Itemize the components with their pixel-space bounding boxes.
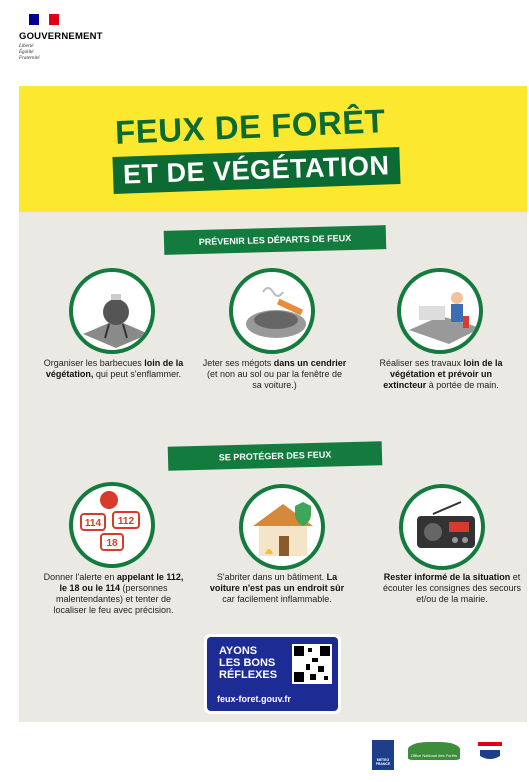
qr-panel: [207, 637, 338, 711]
meteo-france-logo: METEO FRANCE: [372, 740, 394, 770]
worker-icon: [397, 268, 483, 354]
flag-icon: [29, 14, 59, 25]
prevent-text-2: Jeter ses mégots dans un cendrier (et non au sol ou par la fenêtre de sa voiture.): [202, 358, 347, 390]
government-logo: [19, 14, 103, 62]
onf-logo: Office National des Forêts: [408, 742, 460, 760]
section-protect-header: SE PROTÉGER DES FEUX: [168, 441, 383, 471]
phone-alert-icon: [69, 482, 155, 568]
motto: Liberté Égalité Fraternité: [19, 44, 40, 61]
qr-url-link[interactable]: feux-foret.gouv.fr: [217, 694, 291, 704]
qr-code-icon: [292, 644, 332, 684]
government-title: GOUVERNEMENT: [19, 31, 103, 42]
svg-text:112: 112: [117, 516, 135, 527]
protect-text-1: Donner l'alerte en appelant le 112, le 18 ou le 114 (personnes malentendantes) et tenter de localiser le feu avec précision.: [43, 572, 184, 615]
prevent-text-1: Organiser les barbecues loin de la végétation, qui peut s'enflammer.: [43, 358, 184, 379]
poster: [19, 86, 527, 722]
sdis-logo: [476, 740, 504, 762]
ashtray-icon: [229, 268, 315, 354]
svg-text:18: 18: [106, 538, 118, 549]
barbecue-icon: [69, 268, 155, 354]
house-shelter-icon: [239, 484, 325, 570]
protect-text-3: Rester informé de la situation et écouter les consignes des secours et/ou de la mairie.: [382, 572, 522, 604]
qr-block[interactable]: [204, 634, 341, 714]
poster-title: FEUX DE FORÊT: [114, 102, 387, 151]
protect-text-2: S'abriter dans un bâtiment. La voiture n'est pas un endroit sûr car facilement inflammable.: [209, 572, 345, 604]
svg-text:114: 114: [84, 518, 102, 529]
qr-slogan: AYONS LES BONS RÉFLEXES: [219, 645, 278, 681]
radio-icon: [399, 484, 485, 570]
poster-subtitle: ET DE VÉGÉTATION: [112, 147, 400, 194]
section-prevent-header: PRÉVENIR LES DÉPARTS DE FEUX: [164, 225, 387, 255]
prevent-text-3: Réaliser ses travaux loin de la végétation et prévoir un extincteur à portée de main.: [379, 358, 503, 390]
title-banner: [19, 86, 527, 212]
